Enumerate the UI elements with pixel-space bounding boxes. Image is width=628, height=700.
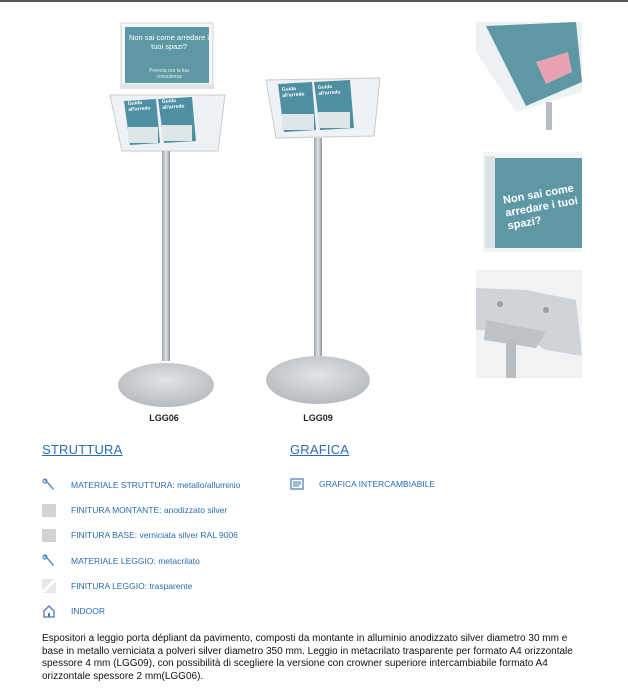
- wrench-icon: [42, 554, 56, 568]
- product-label-lgg09: LGG09: [303, 413, 333, 423]
- spec-label: MATERIALE LEGGIO: metacrilato: [71, 556, 200, 566]
- spec-row-materiale-leggio: [42, 553, 200, 569]
- spec-row-materiale-struttura: [42, 477, 240, 493]
- house-icon: [42, 604, 56, 618]
- brochure-label: Guida all'arredo: [127, 100, 151, 113]
- detail-image-top: [476, 22, 582, 130]
- product-label-lgg06: LGG06: [149, 413, 179, 423]
- spec-row-finitura-base: [42, 527, 238, 543]
- struttura-title: STRUTTURA: [42, 442, 123, 457]
- graphic-frame-icon: [290, 477, 304, 491]
- spec-label: FINITURA LEGGIO: trasparente: [71, 581, 193, 591]
- brochure-label: Guida all'arredo: [161, 98, 185, 111]
- product-lgg09-image: [250, 70, 390, 410]
- gray-swatch-icon: [42, 528, 56, 542]
- spec-row-grafica-intercambiabile: [290, 476, 435, 492]
- crowner-text: Non sai come arredare i tuoi spazi?: [128, 33, 210, 51]
- brochure-label: Guida all'arredo: [317, 84, 341, 97]
- spec-label: FINITURA MONTANTE: anodizzato silver: [71, 505, 228, 515]
- spec-label: MATERIALE STRUTTURA: metallo/alluminio: [71, 480, 241, 490]
- spec-row-finitura-leggio: [42, 578, 192, 594]
- brochure-label: Guida all'arredo: [281, 86, 305, 99]
- transparent-swatch-icon: [42, 579, 56, 593]
- top-divider: [0, 0, 628, 2]
- grafica-title: GRAFICA: [290, 442, 350, 457]
- spec-row-finitura-montante: [42, 502, 227, 518]
- spec-row-indoor: [42, 603, 105, 619]
- crowner-subtext: Prenota ora la tua consulenza: [149, 68, 189, 80]
- wrench-icon: [42, 478, 56, 492]
- spec-label: FINITURA BASE: verniciata silver RAL 9006: [71, 530, 238, 540]
- spec-label: INDOOR: [71, 606, 105, 616]
- spec-label: GRAFICA INTERCAMBIABILE: [319, 479, 436, 489]
- product-description: Espositori a leggio porta dépliant da pavimento, composti da montante in alluminio anodizzato silver diametro 30 mm e base in metallo verniciata a polveri silver diametro 350 mm. Leggio in metacrilato trasparente per formato A4 orizzontale spessore 4 mm (LGG09), con possibilità di scegliere la versione con crowner superiore intercambiabile formato A4 orizzontale spessore 2 mm(LGG06).: [42, 633, 573, 682]
- detail-image-base: [476, 270, 582, 378]
- gray-swatch-icon: [42, 503, 56, 517]
- graphic-text: Non sai come arredare i tuoi spazi?: [502, 182, 579, 233]
